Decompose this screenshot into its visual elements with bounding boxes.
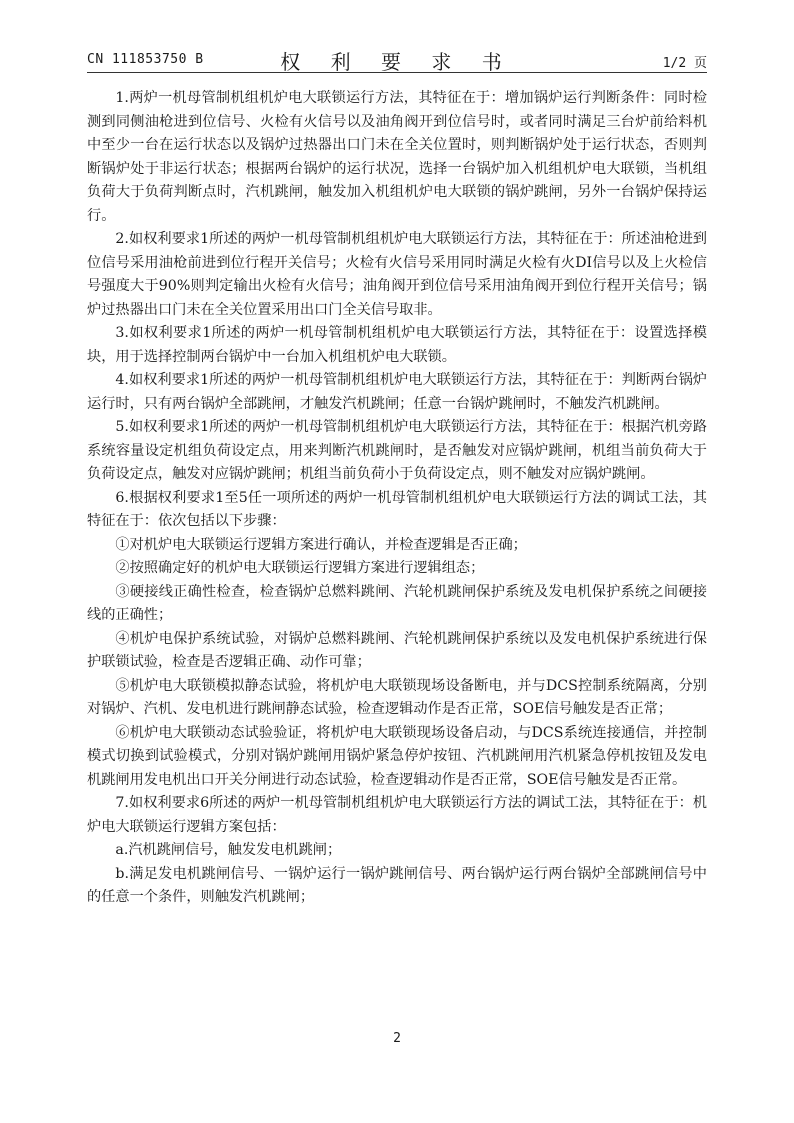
patent-number: CN 111853750 B xyxy=(87,52,204,67)
claim-3-paragraph: 3.如权利要求1所述的两炉一机母管制机组机炉电大联锁运行方法，其特征在于：设置选择模块，用于选择控制两台锅炉中一台加入机组机炉电大联锁。 xyxy=(87,325,707,365)
claims-body xyxy=(87,87,707,910)
claim-7-item-a: a.汽机跳闸信号，触发发电机跳闸； xyxy=(115,842,342,858)
claim-2-paragraph: 2.如权利要求1所述的两炉一机母管制机组机炉电大联锁运行方法，其特征在于：所述油枪进到位信号采用油枪前进到位行程开关信号；火检有火信号采用同时满足火检有火DI信号以及上火检信号强度大于90%则判定输出火检有火信号；油角阀开到位信号采用油角阀开到位行程开关信号；锅炉过热器出口门未在全关位置采用出口门全关信号取非。 xyxy=(87,231,707,318)
claim-6-step-2: ②按照确定好的机炉电大联锁运行逻辑方案进行逻辑组态； xyxy=(115,560,485,576)
page-title: 权 利 要 求 书 xyxy=(280,50,514,74)
page-indicator: 1/2 页 xyxy=(662,56,707,71)
claim-6-step-5: ⑤机炉电大联锁模拟静态试验，将机炉电大联锁现场设备断电，并与DCS控制系统隔离，分别对锅炉、汽机、发电机进行跳闸静态试验，检查逻辑动作是否正常，SOE信号触发是否正常； xyxy=(87,677,707,717)
claim-6-step-4: ④机炉电保护系统试验，对锅炉总燃料跳闸、汽轮机跳闸保护系统以及发电机保护系统进行保护联锁试验，检查是否逻辑正确、动作可靠； xyxy=(87,630,707,670)
claim-6-step-6: ⑥机炉电大联锁动态试验验证，将机炉电大联锁现场设备启动，与DCS系统连接通信，并控制模式切换到试验模式，分别对锅炉跳闸用锅炉紧急停炉按钮、汽机跳闸用汽机紧急停机按钮及发电机跳闸用发电机出口开关分闸进行动态试验，检查逻辑动作是否正常，SOE信号触发是否正常。 xyxy=(87,724,707,788)
claim-5-paragraph: 5.如权利要求1所述的两炉一机母管制机组机炉电大联锁运行方法，其特征在于：根据汽机旁路系统容量设定机组负荷设定点，用来判断汽机跳闸时，是否触发对应锅炉跳闸，机组当前负荷大于负荷设定点，触发对应锅炉跳闸；机组当前负荷小于负荷设定点，则不触发对应锅炉跳闸。 xyxy=(87,419,707,482)
page-number: 2 xyxy=(393,1031,401,1046)
claim-7-item-b: b.满足发电机跳闸信号、一锅炉运行一锅炉跳闸信号、两台锅炉运行两台锅炉全部跳闸信号中的任意一个条件，则触发汽机跳闸； xyxy=(87,865,707,905)
header-divider xyxy=(87,72,707,73)
claim-6-step-3: ③硬接线正确性检查，检查锅炉总燃料跳闸、汽轮机跳闸保护系统及发电机保护系统之间硬接线的正确性； xyxy=(87,583,707,623)
claim-6-paragraph: 6.根据权利要求1至5任一项所述的两炉一机母管制机组机炉电大联锁运行方法的调试工法，其特征在于：依次包括以下步骤： xyxy=(87,489,707,529)
claim-6-step-1: ①对机炉电大联锁运行逻辑方案进行确认，并检查逻辑是否正确； xyxy=(115,536,527,553)
claim-7-paragraph: 7.如权利要求6所述的两炉一机母管制机组机炉电大联锁运行方法的调试工法，其特征在于：机炉电大联锁运行逻辑方案包括： xyxy=(87,795,707,835)
claim-1-paragraph: 1.两炉一机母管制机组机炉电大联锁运行方法，其特征在于：增加锅炉运行判断条件：同时检测到同侧油枪进到位信号、火检有火信号以及油角阀开到位信号时，或者同时满足三台炉前给料机中至少一台在运行状态以及锅炉过热器出口门未在全关位置时，则判断锅炉处于运行状态，否则判断锅炉处于非运行状态；根据两台锅炉的运行状况，选择一台锅炉加入机组机炉电大联锁，当机组负荷大于负荷判断点时，汽机跳闸，触发加入机组机炉电大联锁的锅炉跳闸，另外一台锅炉保持运行。 xyxy=(87,90,707,224)
claim-4-paragraph: 4.如权利要求1所述的两炉一机母管制机组机炉电大联锁运行方法，其特征在于：判断两台锅炉运行时，只有两台锅炉全部跳闸，才触发汽机跳闸；任意一台锅炉跳闸时，不触发汽机跳闸。 xyxy=(87,372,707,412)
